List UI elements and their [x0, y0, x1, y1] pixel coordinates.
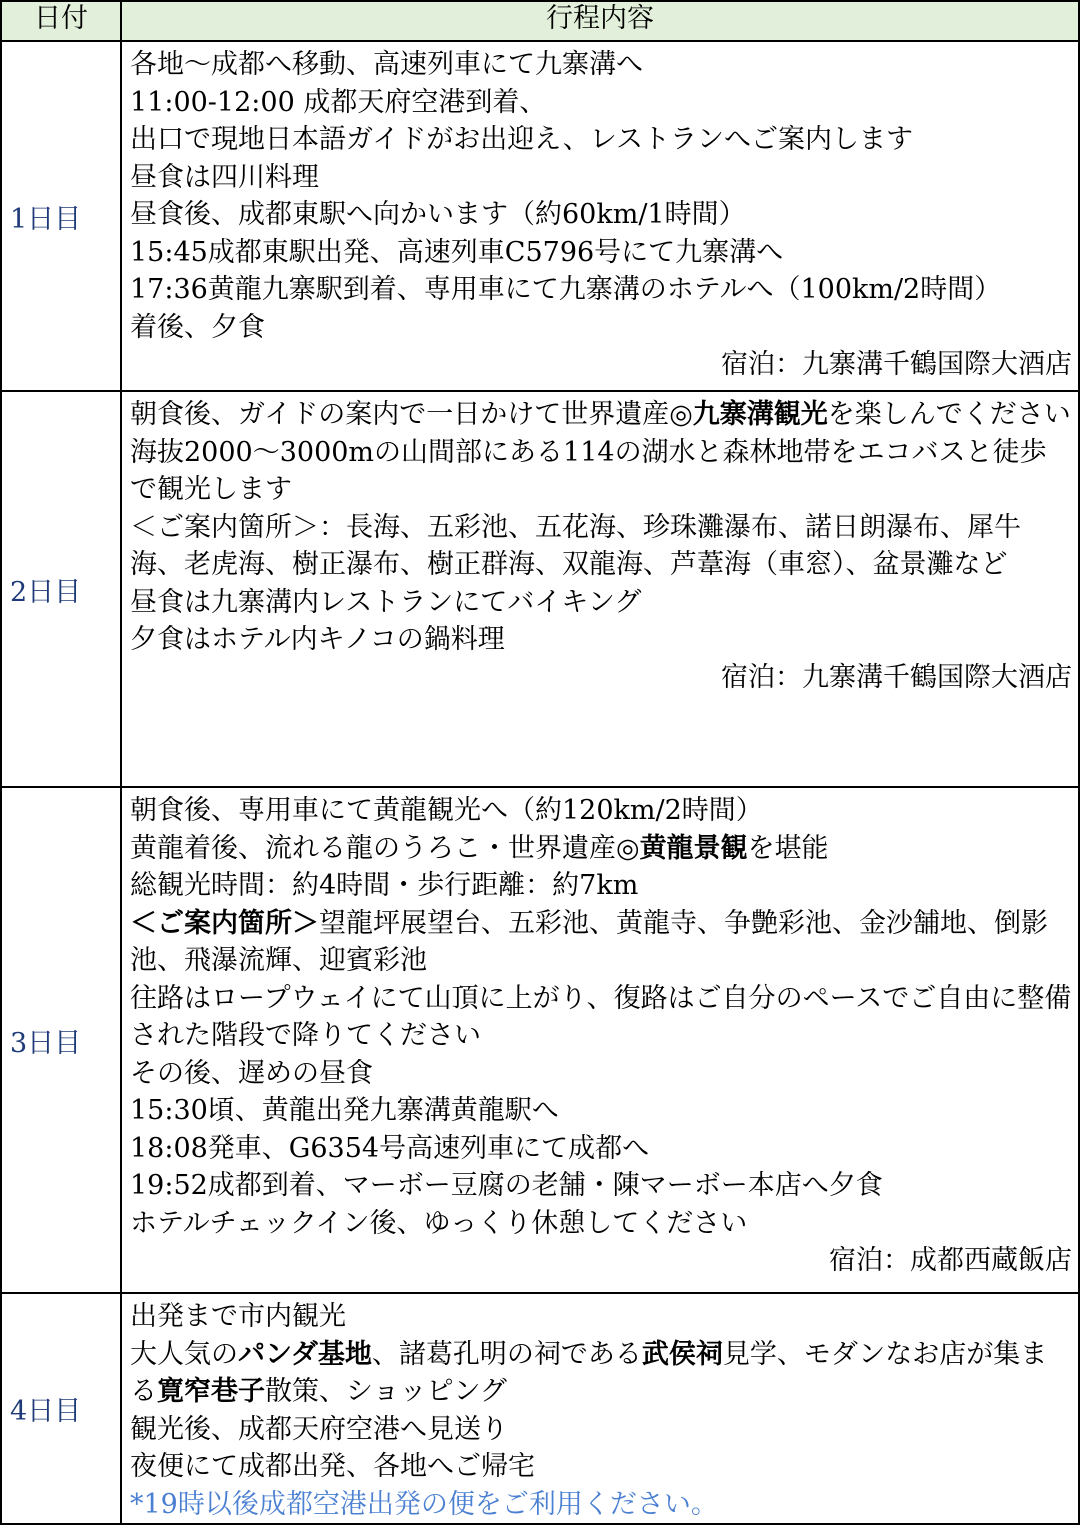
- itinerary-line: 昼食は四川料理: [130, 161, 319, 193]
- day-content: [121, 391, 1079, 787]
- itinerary-line: [130, 1336, 1072, 1411]
- itinerary-line: [130, 830, 1072, 868]
- text-segment: 、諸葛孔明の祠である: [371, 1338, 642, 1370]
- itinerary-line: 夕食はホテル内キノコの鍋料理: [130, 624, 505, 655]
- content-column-header: 行程内容: [121, 1, 1079, 41]
- date-column-header: 日付: [1, 1, 121, 41]
- itinerary-line: 昼食は九寨溝内レストランにてバイキング: [130, 586, 642, 618]
- accommodation-line: 宿泊：九寨溝千鶴国際大酒店: [721, 349, 1072, 380]
- itinerary-line: 観光後、成都天府空港へ見送り: [130, 1413, 508, 1445]
- text-segment: 見学、モダンなお店が集まる: [130, 1338, 1048, 1407]
- highlight-segment: パンダ基地: [238, 1338, 372, 1370]
- itinerary-line: 15:30頃、黄龍出発九寨溝黄龍駅へ: [130, 1095, 559, 1126]
- highlight-segment: 寛窄巷子: [157, 1376, 265, 1407]
- day-label: 1日目: [1, 41, 121, 391]
- day-label: 2日目: [1, 391, 121, 787]
- itinerary-line: 17:36黄龍九寨駅到着、専用車にて九寨溝のホテルへ（100km/2時間）: [130, 274, 1002, 305]
- itinerary-line: 出口で現地日本語ガイドがお出迎え、レストランへご案内します: [130, 124, 913, 155]
- highlight-segment: ＜ご案内箇所＞: [130, 907, 319, 939]
- text-segment: 黄龍着後、流れる龍のうろこ・世界遺産◎: [130, 832, 640, 864]
- itinerary-line: 往路はロープウェイにて山頂に上がり、復路はご自分のペースでご自由に整備された階段で降りてください: [130, 982, 1072, 1051]
- text-segment: 望龍坪展望台、五彩池、黄龍寺、争艶彩池、金沙舗地、倒影池、飛瀑流輝、迎賓彩池: [130, 907, 1048, 976]
- itinerary-line: 18:08発車、G6354号高速列車にて成都へ: [130, 1132, 650, 1164]
- day-row: [1, 391, 1079, 787]
- itinerary-line: 総観光時間：約4時間・歩行距離：約7km: [130, 870, 639, 901]
- header-row: [1, 1, 1079, 41]
- accommodation-line: 宿泊：成都西蔵飯店: [829, 1245, 1072, 1276]
- itinerary-line: ホテルチェックイン後、ゆっくり休憩してください: [130, 1207, 748, 1239]
- itinerary-line: 19:52成都到着、マーボー豆腐の老舗・陳マーボー本店へ夕食: [130, 1170, 883, 1201]
- text-segment: 大人気の: [130, 1338, 238, 1370]
- itinerary-line: 夜便にて成都出発、各地へご帰宅: [130, 1451, 535, 1482]
- itinerary-line: 昼食後、成都東駅へ向かいます（約60km/1時間）: [130, 199, 746, 230]
- itinerary-line: 海抜2000～3000mの山間部にある114の湖水と森林地帯をエコバスと徒歩で観光します: [130, 436, 1047, 505]
- itinerary-line: ＜ご案内箇所＞：長海、五彩池、五花海、珍珠灘瀑布、諾日朗瀑布、犀牛海、老虎海、樹正瀑布、樹正群海、双龍海、芦葦海（車窓）、盆景灘など: [130, 511, 1021, 580]
- itinerary-line: 各地～成都へ移動、高速列車にて九寨溝へ: [130, 49, 643, 80]
- itinerary-line: 11:00-12:00 成都天府空港到着、: [130, 86, 547, 118]
- text-segment: を楽しんでください: [827, 399, 1071, 430]
- flight-note: *19時以後成都空港出発の便をご利用ください。: [130, 1488, 718, 1520]
- highlight-segment: 九寨溝観光: [692, 399, 828, 430]
- day-content: [121, 787, 1079, 1293]
- text-segment: を堪能: [747, 832, 829, 864]
- day-row: [1, 787, 1079, 1293]
- itinerary-line: その後、遅めの昼食: [130, 1057, 373, 1089]
- highlight-segment: 黄龍景観: [639, 832, 748, 864]
- day-label: 3日目: [1, 787, 121, 1293]
- itinerary-line: 着後、夕食: [130, 311, 265, 343]
- highlight-segment: 武侯祠: [641, 1338, 723, 1370]
- itinerary-line: 15:45成都東駅出発、高速列車C5796号にて九寨溝へ: [130, 236, 784, 268]
- accommodation-line: 宿泊：九寨溝千鶴国際大酒店: [721, 661, 1072, 693]
- itinerary-line: 朝食後、専用車にて黄龍観光へ（約120km/2時間）: [130, 795, 763, 826]
- day-row: [1, 1293, 1079, 1524]
- itinerary-line: 出発まで市内観光: [130, 1301, 346, 1332]
- day-content: [121, 1293, 1079, 1524]
- day-content: [121, 41, 1079, 391]
- text-segment: 朝食後、ガイドの案内で一日かけて世界遺産◎: [130, 399, 693, 430]
- day-row: [1, 41, 1079, 391]
- itinerary-line: [130, 396, 1072, 434]
- day-label: 4日目: [1, 1293, 121, 1524]
- itinerary-line: [130, 905, 1072, 980]
- text-segment: 散策、ショッピング: [265, 1376, 507, 1407]
